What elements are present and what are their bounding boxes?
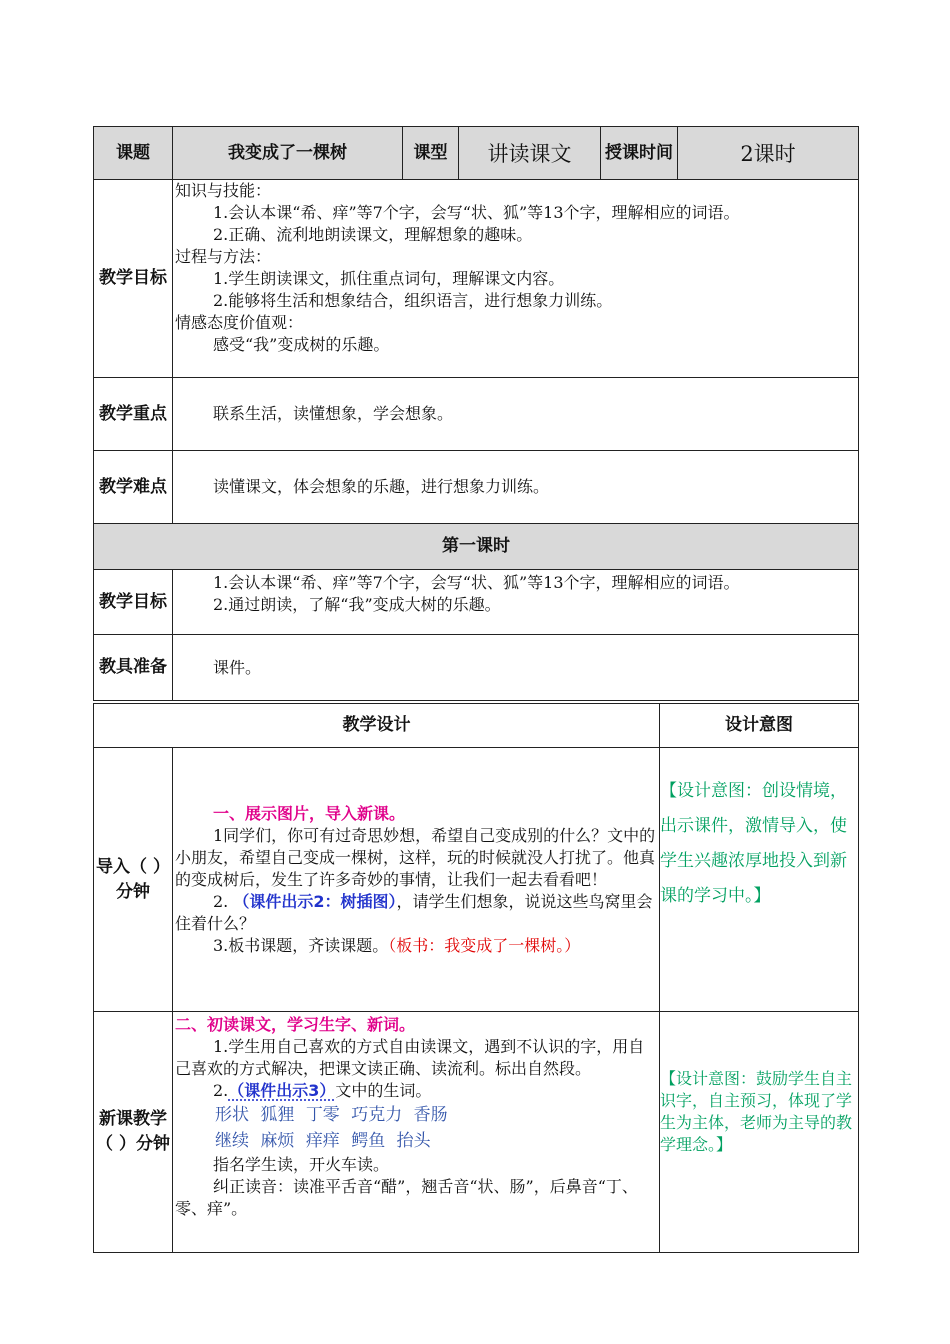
vocab-word: 痒痒 (305, 1131, 340, 1151)
vocab-row-1 (175, 1102, 657, 1128)
goals-line: 情感态度价值观： (175, 313, 304, 332)
lesson-plan-table (93, 126, 859, 701)
type-value: 讲读课文 (459, 127, 601, 180)
lesson1-goals-label: 教学目标 (94, 570, 173, 635)
goals-line: 感受“我”变成树的乐趣。 (213, 335, 390, 354)
design-col-header: 教学设计 (94, 704, 660, 748)
lesson1-title: 第一课时 (94, 524, 859, 570)
header-row (94, 127, 859, 180)
intro-paragraph-2 (175, 891, 657, 935)
newlesson-paragraph-2 (175, 1080, 657, 1102)
vocab-word: 抬头 (396, 1131, 431, 1151)
newlesson-heading: 二、初读课文，学习生字、新词。 (175, 1015, 416, 1034)
difficulties-label: 教学难点 (94, 451, 173, 524)
intro-heading: 一、展示图片，导入新课。 (213, 803, 406, 823)
hours-value: 2课时 (678, 127, 859, 180)
difficulties-row (94, 451, 859, 524)
goals-row (94, 180, 859, 378)
key-points-text: 联系生活，读懂想象，学会想象。 (173, 378, 859, 451)
intro-p2-text: ，请学生们想象，说说这些鸟窝里会住着什么？ (175, 891, 653, 933)
goals-content (173, 180, 859, 378)
design-header-row (94, 704, 859, 748)
lesson1-goal-line: 1.会认本课“希、痒”等7个字，会写“状、狐”等13个字，理解相应的词语。 (213, 573, 740, 592)
newlesson-content (173, 1012, 660, 1253)
vocab-word: 形状 (215, 1105, 249, 1125)
intro-content (173, 748, 660, 1012)
goals-line: 1.学生朗读课文，抓住重点词句，理解课文内容。 (213, 269, 565, 288)
goals-line: 知识与技能： (175, 181, 272, 200)
vocab-word: 鳄鱼 (351, 1131, 386, 1151)
newlesson-label: 新课教学（ ）分钟 (94, 1012, 173, 1253)
type-label: 课型 (403, 127, 459, 180)
intro-p2-prefix: 2. (213, 891, 234, 911)
newlesson-paragraph: 1.学生用自己喜欢的方式自由读课文，遇到不认识的字，用自己喜欢的方式解决，把课文读正确、读流利。标出自然段。 (175, 1037, 645, 1078)
intro-paragraph: 1同学们，你可有过奇思妙想，希望自己变成别的什么？文中的小朋友，希望自己变成一棵树，这样，玩的时候就没人打扰了。他真的变成树后，发生了许多奇妙的事情，让我们一起去看看吧！ (175, 825, 656, 889)
tools-text: 课件。 (173, 635, 859, 701)
vocab-word: 狐狸 (260, 1105, 295, 1125)
intro-row (94, 748, 859, 1012)
design-table (93, 703, 859, 1253)
courseware-note: （课件出示2：树插图） (233, 891, 397, 911)
lesson1-goal-line: 2.通过朗读，了解“我”变成大树的乐趣。 (213, 595, 501, 614)
blackboard-note: （板书：我变成了一棵树。） (388, 935, 581, 955)
goals-label: 教学目标 (94, 180, 173, 378)
topic-value: 我变成了一棵树 (173, 127, 403, 180)
vocab-row-2 (175, 1128, 657, 1154)
lesson1-title-row (94, 524, 859, 570)
intent-col-header: 设计意图 (660, 704, 859, 748)
lesson1-goals-row (94, 570, 859, 635)
topic-label: 课题 (94, 127, 173, 180)
goals-line: 过程与方法： (175, 247, 272, 266)
lesson1-goals-content (173, 570, 859, 635)
vocab-word: 巧克力 (351, 1105, 403, 1125)
vocab-word: 香肠 (413, 1105, 448, 1125)
key-points-label: 教学重点 (94, 378, 173, 451)
vocab-word: 丁零 (305, 1105, 340, 1125)
newlesson-intent: 【设计意图：鼓励学生自主识字，自主预习，体现了学生为主体，老师为主导的教学理念。】 (660, 1012, 859, 1253)
vocab-word: 麻烦 (260, 1131, 295, 1151)
key-points-row (94, 378, 859, 451)
vocab-word: 继续 (215, 1131, 249, 1151)
intro-paragraph-3 (175, 935, 657, 957)
goals-line: 2.正确、流利地朗读课文，理解想象的趣味。 (213, 225, 533, 244)
goals-line: 2.能够将生活和想象结合，组织语言，进行想象力训练。 (213, 291, 613, 310)
tools-label: 教具准备 (94, 635, 173, 701)
intro-label: 导入（ ）分钟 (94, 748, 173, 1012)
newlesson-p2-prefix: 2. (213, 1081, 229, 1100)
newlesson-paragraph-3: 指名学生读，开火车读。 (213, 1155, 390, 1174)
goals-line: 1.会认本课“希、痒”等7个字，会写“状、狐”等13个字，理解相应的词语。 (213, 203, 740, 222)
intro-intent: 【设计意图：创设情境，出示课件，激情导入，使学生兴趣浓厚地投入到新课的学习中。】 (660, 748, 859, 1012)
courseware-note-3: （课件出示3） (228, 1081, 336, 1100)
newlesson-p2-text: 文中的生词。 (335, 1081, 432, 1100)
newlesson-row (94, 1012, 859, 1253)
tools-row (94, 635, 859, 701)
newlesson-paragraph-4: 纠正读音：读准平舌音“醋”，翘舌音“状、肠”，后鼻音“丁、零、痒”。 (175, 1177, 638, 1218)
intro-p3-text: 3.板书课题，齐读课题。 (213, 935, 389, 955)
hours-label: 授课时间 (601, 127, 678, 180)
difficulties-text: 读懂课文，体会想象的乐趣，进行想象力训练。 (173, 451, 859, 524)
